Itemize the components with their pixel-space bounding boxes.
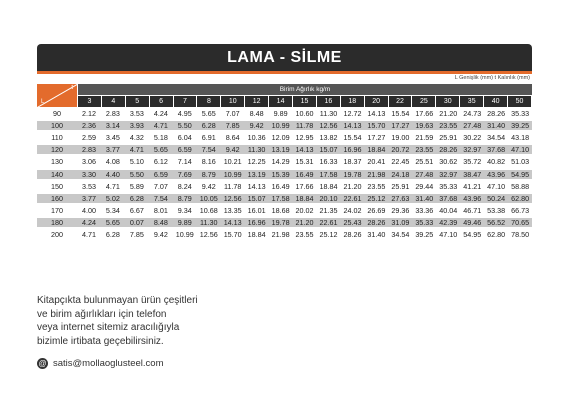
weight-cell: 6.67 (129, 206, 144, 216)
weight-cell: 10.05 (197, 194, 221, 203)
weight-cell: 41.21 (463, 181, 482, 191)
weight-cell: 4.32 (129, 132, 144, 142)
weight-cell: 11.78 (293, 121, 317, 130)
weight-cell: 31.40 (484, 121, 508, 130)
weight-cell: 2.12 (81, 108, 96, 118)
weight-cell: 8.64 (225, 132, 240, 142)
weight-cell: 5.65 (101, 218, 125, 227)
weight-cell: 19.78 (340, 170, 364, 179)
thickness-header: 22 (389, 96, 412, 107)
weight-cell: 25.91 (439, 132, 458, 142)
weight-cell: 4.95 (177, 108, 192, 118)
weight-cell: 30.62 (439, 157, 458, 167)
weight-cell: 5.34 (105, 206, 120, 216)
weight-cell: 15.54 (343, 132, 362, 142)
weight-cell: 11.30 (245, 145, 269, 154)
weight-cell: 9.42 (153, 230, 168, 240)
weight-cell: 9.42 (245, 121, 269, 130)
email-link[interactable]: satis@mollaoglusteel.com (53, 358, 164, 369)
weight-cell: 10.36 (247, 132, 266, 142)
weight-cell: 12.95 (295, 132, 314, 142)
weight-cell: 7.85 (129, 230, 144, 240)
info-text (37, 294, 198, 348)
weight-cell: 10.99 (175, 230, 194, 240)
weight-cell: 8.79 (197, 170, 221, 179)
weight-cell: 28.26 (364, 218, 388, 227)
weight-cell: 23.55 (367, 181, 386, 191)
table-row (37, 168, 532, 180)
weight-cell: 3.77 (101, 145, 125, 154)
weight-cell: 21.35 (319, 206, 338, 216)
weight-cell: 39.25 (415, 230, 434, 240)
table-row (37, 180, 532, 192)
weight-table (37, 84, 532, 241)
weight-cell: 6.12 (153, 157, 168, 167)
weight-cell: 18.84 (319, 181, 338, 191)
weight-cell: 3.45 (105, 132, 120, 142)
legend-note: L Genişlik (mm) t Kalınlık (mm) (454, 75, 530, 81)
weight-cell: 7.07 (153, 181, 168, 191)
weight-cell: 9.89 (273, 108, 288, 118)
weight-cell: 24.73 (463, 108, 482, 118)
weight-cell: 8.48 (149, 218, 173, 227)
weight-cell: 32.97 (460, 145, 484, 154)
weight-cell: 51.03 (511, 157, 530, 167)
weight-cell: 27.48 (412, 170, 436, 179)
weight-cell: 4.40 (101, 170, 125, 179)
weight-cell: 10.21 (223, 157, 242, 167)
thickness-header: 6 (150, 96, 173, 107)
width-cell: 90 (53, 108, 61, 118)
table-body (37, 107, 532, 241)
weight-cell: 66.73 (511, 206, 530, 216)
weight-cell: 2.83 (105, 108, 120, 118)
width-cell: 140 (37, 170, 77, 179)
weight-cell: 16.96 (245, 218, 269, 227)
thickness-header: 50 (508, 96, 531, 107)
contact (37, 358, 164, 369)
weight-cell: 15.70 (223, 230, 242, 240)
weight-cell: 35.33 (511, 108, 530, 118)
weight-cell: 18.37 (343, 157, 362, 167)
thickness-header: 35 (460, 96, 483, 107)
thickness-header: 25 (412, 96, 435, 107)
thickness-header: 5 (126, 96, 149, 107)
table-row (37, 119, 532, 131)
weight-cell: 15.31 (295, 157, 314, 167)
table-row (37, 217, 532, 229)
weight-cell: 62.80 (487, 230, 506, 240)
thickness-header: 20 (365, 96, 388, 107)
weight-cell: 17.58 (317, 170, 341, 179)
weight-cell: 9.34 (177, 206, 192, 216)
weight-cell: 53.38 (487, 206, 506, 216)
weight-cell: 3.30 (77, 170, 101, 179)
weight-cell: 18.84 (364, 145, 388, 154)
weight-cell: 10.68 (199, 206, 218, 216)
weight-cell: 4.71 (105, 181, 120, 191)
weight-cell: 14.29 (271, 157, 290, 167)
weight-cell: 23.55 (295, 230, 314, 240)
weight-cell: 54.95 (463, 230, 482, 240)
weight-cell: 47.10 (508, 145, 532, 154)
weight-cell: 3.53 (81, 181, 96, 191)
weight-cell: 29.36 (391, 206, 410, 216)
width-cell: 200 (51, 230, 63, 240)
weight-cell: 15.07 (245, 194, 269, 203)
weight-cell: 31.40 (412, 194, 436, 203)
table-row (37, 205, 532, 217)
weight-cell: 32.97 (436, 170, 460, 179)
weight-cell: 35.33 (412, 218, 436, 227)
weight-cell: 21.20 (343, 181, 362, 191)
weight-cell: 3.77 (77, 194, 101, 203)
weight-cell: 17.66 (415, 108, 434, 118)
weight-cell: 4.00 (81, 206, 96, 216)
weight-cell: 56.52 (484, 218, 508, 227)
weight-cell: 5.50 (173, 121, 197, 130)
weight-cell: 20.72 (388, 145, 412, 154)
weight-cell: 0.07 (125, 218, 149, 227)
corner-l-label: L (41, 99, 45, 105)
weight-cell: 15.07 (317, 145, 341, 154)
weight-cell: 12.72 (343, 108, 362, 118)
weight-cell: 5.10 (129, 157, 144, 167)
weight-cell: 38.47 (460, 170, 484, 179)
weight-cell: 6.28 (197, 121, 221, 130)
weight-cell: 13.19 (245, 170, 269, 179)
weight-cell: 12.56 (317, 121, 341, 130)
weight-cell: 17.27 (388, 121, 412, 130)
weight-cell: 13.19 (269, 145, 293, 154)
weight-cell: 27.48 (460, 121, 484, 130)
weight-cell: 39.25 (508, 121, 532, 130)
weight-cell: 30.22 (463, 132, 482, 142)
width-cell: 130 (51, 157, 63, 167)
weight-cell: 19.78 (269, 218, 293, 227)
weight-cell: 50.24 (484, 194, 508, 203)
weight-cell: 29.44 (415, 181, 434, 191)
weight-cell: 17.66 (295, 181, 314, 191)
width-cell: 110 (51, 132, 63, 142)
table-row (37, 107, 532, 119)
thickness-header: 8 (197, 96, 220, 107)
weight-cell: 34.54 (487, 132, 506, 142)
weight-cell: 20.10 (317, 194, 341, 203)
weight-cell: 5.65 (149, 145, 173, 154)
weight-cell: 12.09 (271, 132, 290, 142)
weight-cell: 18.68 (271, 206, 290, 216)
weight-cell: 7.54 (149, 194, 173, 203)
unit-header: Birim Ağırlık kg/m (78, 84, 532, 95)
weight-cell: 31.40 (367, 230, 386, 240)
weight-cell: 16.33 (319, 157, 338, 167)
weight-cell: 22.61 (340, 194, 364, 203)
weight-cell: 19.00 (391, 132, 410, 142)
weight-cell: 40.04 (439, 206, 458, 216)
thickness-header: 10 (221, 96, 244, 107)
weight-cell: 35.72 (463, 157, 482, 167)
weight-cell: 4.24 (153, 108, 168, 118)
table-row (37, 192, 532, 204)
weight-cell: 28.26 (487, 108, 506, 118)
weight-cell: 47.10 (439, 230, 458, 240)
thickness-header: 14 (269, 96, 292, 107)
weight-cell: 16.96 (340, 145, 364, 154)
weight-cell: 35.33 (439, 181, 458, 191)
info-line: Kitapçıkta bulunmayan ürün çeşitleri (37, 295, 198, 306)
weight-cell: 15.70 (364, 121, 388, 130)
weight-cell: 21.20 (439, 108, 458, 118)
weight-cell: 9.89 (173, 218, 197, 227)
weight-cell: 43.18 (511, 132, 530, 142)
weight-cell: 7.69 (173, 170, 197, 179)
weight-cell: 11.78 (223, 181, 242, 191)
weight-cell: 6.91 (201, 132, 216, 142)
weight-cell: 5.65 (201, 108, 216, 118)
width-cell: 100 (37, 121, 77, 130)
weight-cell: 23.55 (436, 121, 460, 130)
weight-cell: 25.51 (415, 157, 434, 167)
weight-cell: 42.39 (436, 218, 460, 227)
weight-cell: 4.71 (81, 230, 96, 240)
table-row (37, 131, 532, 143)
info-line: ve birim ağırlıkları için telefon (37, 308, 167, 320)
weight-cell: 14.13 (247, 181, 266, 191)
weight-cell: 5.89 (129, 181, 144, 191)
weight-cell: 22.45 (391, 157, 410, 167)
thickness-header-row (37, 95, 532, 107)
weight-cell: 25.12 (364, 194, 388, 203)
weight-cell: 28.26 (436, 145, 460, 154)
weight-cell: 15.39 (269, 170, 293, 179)
weight-cell: 3.93 (125, 121, 149, 130)
thickness-header: 40 (484, 96, 507, 107)
corner-t-label: t (71, 85, 73, 91)
thickness-header: 4 (102, 96, 125, 107)
weight-cell: 8.16 (201, 157, 216, 167)
at-icon: @ (38, 359, 47, 368)
weight-cell: 16.49 (293, 170, 317, 179)
corner-cell (37, 84, 77, 107)
weight-cell: 46.71 (463, 206, 482, 216)
weight-cell: 8.48 (249, 108, 264, 118)
weight-cell: 6.28 (105, 230, 120, 240)
weight-cell: 8.24 (177, 181, 192, 191)
thickness-header: 15 (293, 96, 316, 107)
weight-cell: 78.50 (511, 230, 530, 240)
weight-cell: 31.09 (388, 218, 412, 227)
weight-cell: 34.54 (391, 230, 410, 240)
weight-cell: 6.04 (177, 132, 192, 142)
weight-cell: 18.84 (293, 194, 317, 203)
weight-cell: 54.95 (508, 170, 532, 179)
weight-cell: 43.96 (484, 170, 508, 179)
weight-cell: 8.01 (153, 206, 168, 216)
weight-cell: 28.26 (343, 230, 362, 240)
weight-cell: 27.63 (388, 194, 412, 203)
weight-cell: 21.20 (293, 218, 317, 227)
thickness-header: 30 (436, 96, 459, 107)
table-row (37, 144, 532, 156)
weight-cell: 16.01 (247, 206, 266, 216)
weight-cell: 25.12 (319, 230, 338, 240)
weight-cell: 24.02 (343, 206, 362, 216)
weight-cell: 21.59 (415, 132, 434, 142)
weight-cell: 4.08 (105, 157, 120, 167)
weight-cell: 15.54 (391, 108, 410, 118)
weight-cell: 21.98 (271, 230, 290, 240)
weight-cell: 6.28 (125, 194, 149, 203)
width-cell: 170 (51, 206, 63, 216)
weight-cell: 17.27 (367, 132, 386, 142)
weight-cell: 13.35 (223, 206, 242, 216)
weight-cell: 25.91 (391, 181, 410, 191)
weight-cell: 9.42 (201, 181, 216, 191)
weight-cell: 7.85 (221, 121, 245, 130)
weight-cell: 70.65 (508, 218, 532, 227)
weight-cell: 17.58 (269, 194, 293, 203)
weight-cell: 62.80 (508, 194, 532, 203)
width-cell: 150 (51, 181, 63, 191)
weight-cell: 6.59 (173, 145, 197, 154)
weight-cell: 6.59 (149, 170, 173, 179)
page-title: LAMA - SİLME (37, 44, 532, 71)
weight-cell: 19.63 (412, 121, 436, 130)
weight-cell: 3.14 (101, 121, 125, 130)
weight-cell: 12.25 (247, 157, 266, 167)
weight-cell: 58.88 (511, 181, 530, 191)
weight-cell: 25.43 (340, 218, 364, 227)
table-row (37, 156, 532, 168)
weight-cell: 24.18 (388, 170, 412, 179)
weight-cell: 5.18 (153, 132, 168, 142)
thickness-header: 18 (341, 96, 364, 107)
weight-cell: 4.24 (77, 218, 101, 227)
weight-cell: 2.59 (81, 132, 96, 142)
weight-cell: 3.53 (129, 108, 144, 118)
weight-cell: 12.56 (221, 194, 245, 203)
weight-cell: 47.10 (487, 181, 506, 191)
weight-cell: 21.98 (364, 170, 388, 179)
weight-cell: 4.71 (125, 145, 149, 154)
weight-cell: 8.79 (173, 194, 197, 203)
weight-cell: 10.60 (295, 108, 314, 118)
info-line: bizimle irtibata geçebilirsiniz. (37, 335, 164, 347)
table-row (37, 229, 532, 241)
weight-cell: 13.82 (319, 132, 338, 142)
weight-cell: 22.61 (317, 218, 341, 227)
weight-cell: 4.71 (149, 121, 173, 130)
weight-cell: 14.13 (221, 218, 245, 227)
weight-cell: 37.68 (484, 145, 508, 154)
weight-cell: 12.56 (199, 230, 218, 240)
weight-cell: 20.02 (295, 206, 314, 216)
weight-cell: 14.13 (340, 121, 364, 130)
thickness-header: 3 (78, 96, 101, 107)
weight-cell: 5.50 (125, 170, 149, 179)
weight-cell: 11.30 (319, 108, 338, 118)
weight-cell: 40.82 (487, 157, 506, 167)
weight-cell: 26.69 (367, 206, 386, 216)
weight-cell: 3.06 (81, 157, 96, 167)
info-line: veya internet sitemiz aracılığıyla (37, 322, 180, 333)
weight-cell: 43.96 (460, 194, 484, 203)
thickness-header: 7 (174, 96, 197, 107)
weight-cell: 7.07 (225, 108, 240, 118)
weight-cell: 37.68 (436, 194, 460, 203)
weight-cell: 33.36 (415, 206, 434, 216)
weight-cell: 20.41 (367, 157, 386, 167)
weight-cell: 23.55 (412, 145, 436, 154)
weight-cell: 10.99 (221, 170, 245, 179)
weight-cell: 9.42 (221, 145, 245, 154)
weight-cell: 10.99 (269, 121, 293, 130)
weight-cell: 14.13 (367, 108, 386, 118)
weight-cell: 14.13 (293, 145, 317, 154)
weight-cell: 18.84 (247, 230, 266, 240)
thickness-header: 12 (245, 96, 268, 107)
weight-cell: 7.54 (197, 145, 221, 154)
width-cell: 160 (37, 194, 77, 203)
width-cell: 180 (37, 218, 77, 227)
weight-cell: 2.36 (77, 121, 101, 130)
thickness-header: 16 (317, 96, 340, 107)
weight-cell: 5.02 (101, 194, 125, 203)
width-cell: 120 (37, 145, 77, 154)
weight-cell: 2.83 (77, 145, 101, 154)
weight-cell: 16.49 (271, 181, 290, 191)
weight-cell: 49.46 (460, 218, 484, 227)
accent-bar (37, 71, 532, 74)
weight-cell: 7.14 (177, 157, 192, 167)
weight-cell: 11.30 (197, 218, 221, 227)
